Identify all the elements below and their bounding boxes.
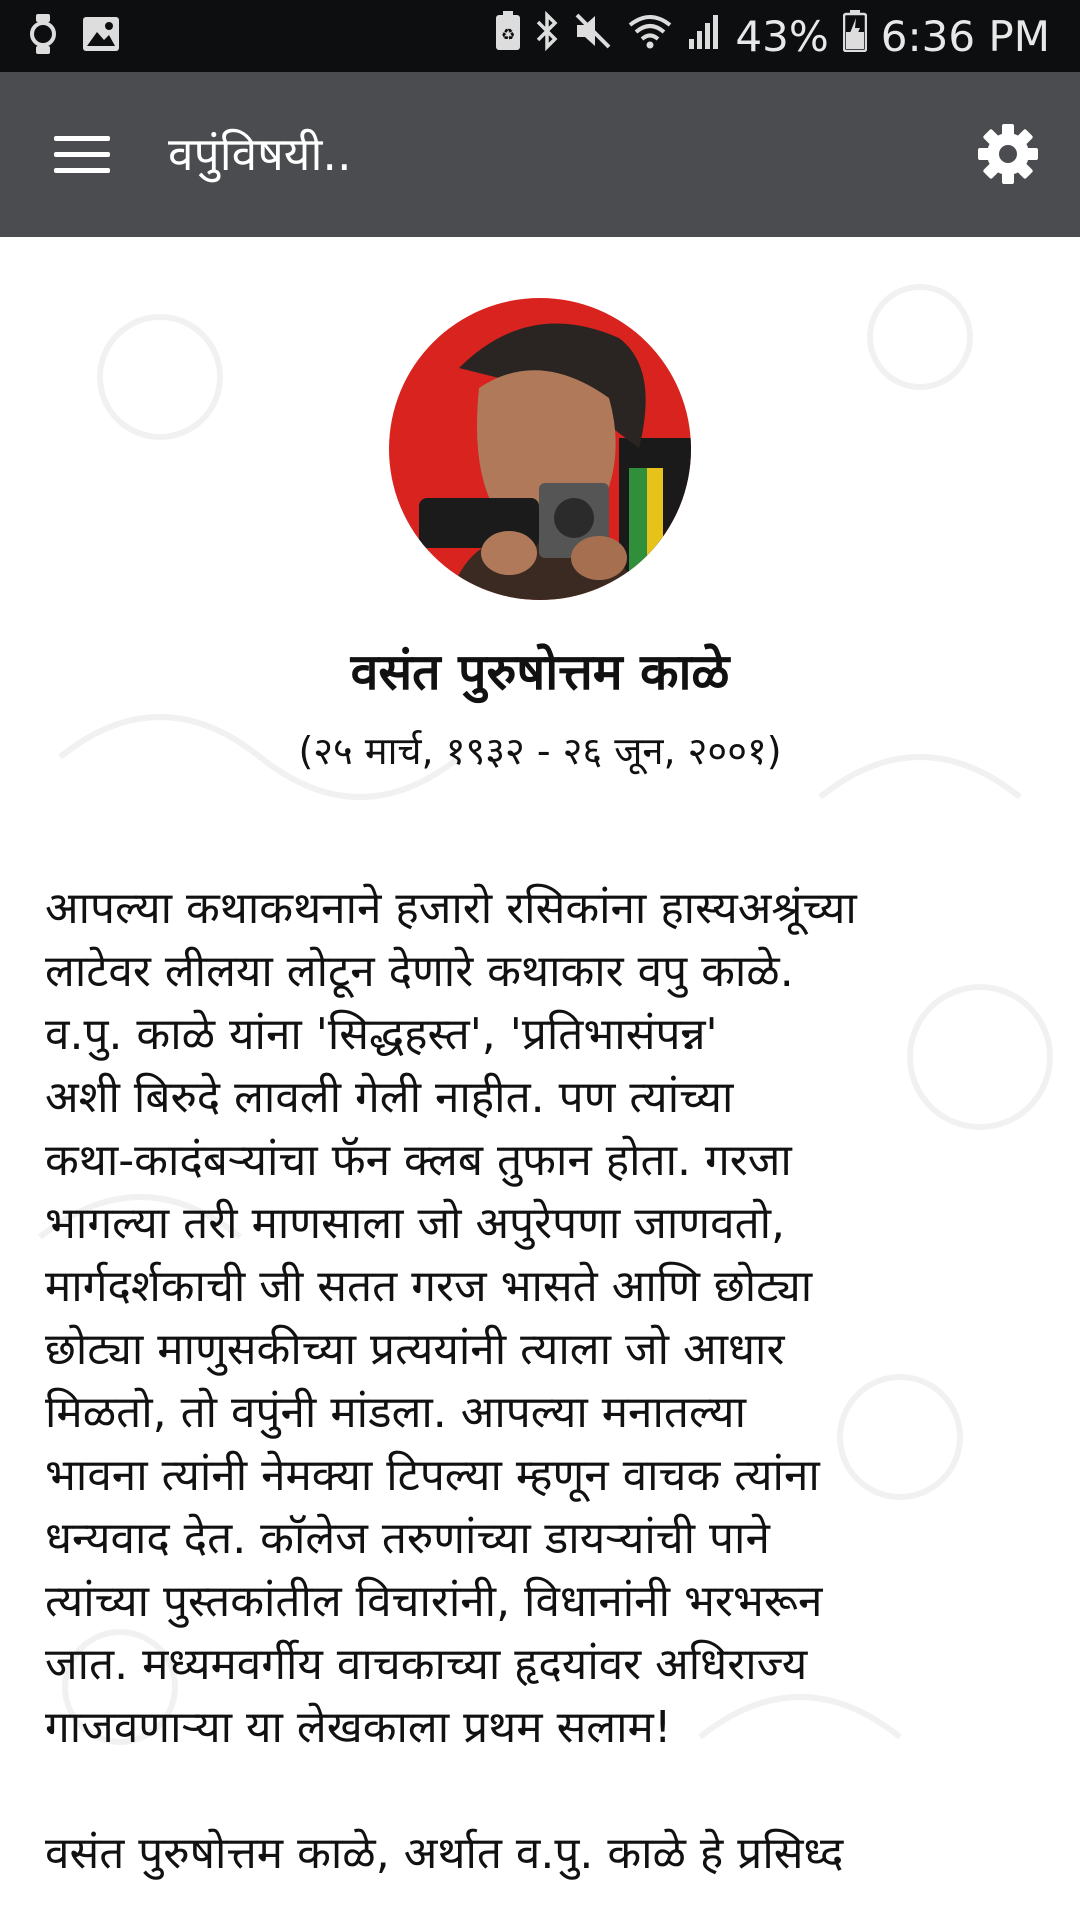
mute-icon bbox=[573, 11, 613, 63]
battery-percentage: 43% bbox=[735, 12, 829, 61]
app-toolbar bbox=[0, 72, 1080, 237]
author-name: वसंत पुरुषोत्तम काळे bbox=[350, 643, 730, 701]
author-avatar bbox=[389, 298, 691, 600]
svg-text:♻: ♻ bbox=[501, 25, 516, 44]
image-icon bbox=[82, 16, 120, 56]
signal-icon bbox=[687, 11, 721, 63]
status-bar-right bbox=[495, 10, 1050, 64]
bluetooth-icon bbox=[535, 11, 559, 63]
wifi-icon bbox=[627, 11, 673, 63]
content-area[interactable] bbox=[0, 237, 1080, 1920]
gear-icon[interactable] bbox=[976, 122, 1040, 186]
author-life-dates: (२५ मार्च, १९३२ - २६ जून, २००१) bbox=[298, 729, 782, 773]
battery-saver-icon bbox=[495, 11, 521, 63]
bio-paragraph-2: वसंत पुरुषोत्तम काळे, अर्थात व.पु. काळे हे प्रसिध्द bbox=[45, 1828, 844, 1879]
hamburger-menu-icon[interactable] bbox=[54, 132, 112, 178]
page-title: वपुंविषयी.. bbox=[168, 127, 352, 181]
bio-paragraph-1: आपल्या कथाकथनाने हजारो रसिकांना हास्यअश्रूंच्या लाटेवर लीलया लोटून देणारे कथाकार वपु काळे. व.पु. काळे यांना 'सिद्धहस्त', 'प्रतिभासंपन्न' अशी बिरुदे लावली गेली नाहीत. पण त्यांच्या कथा-कादंबऱ्यांचा फॅन क्लब तुफान होता. गरजा भागल्या तरी माणसाला जो अपुरेपणा जाणवतो, मार्गदर्शकाची जी सतत गरज भासते आणि छोट्या छोट्या माणुसकीच्या प्रत्ययांनी त्याला जो आधार मिळतो, तो वपुंनी मांडला. आपल्या मनातल्या भावना त्यांनी नेमक्या टिपल्या म्हणून वाचक त्यांना धन्यवाद देत. कॉलेज तरुणांच्या डायऱ्यांची पाने त्यांच्या पुस्तकांतील विचारांनी, विधानांनी भरभरून जात. मध्यमवर्गीय वाचकाच्या हृदयांवर अधिराज्य गाजवणाऱ्या या लेखकाला प्रथम सलाम! bbox=[45, 883, 857, 1753]
watch-icon bbox=[26, 14, 60, 58]
status-bar bbox=[0, 0, 1080, 72]
battery-icon bbox=[843, 10, 867, 64]
status-bar-left bbox=[26, 14, 120, 58]
clock: 6:36 PM bbox=[880, 12, 1050, 61]
